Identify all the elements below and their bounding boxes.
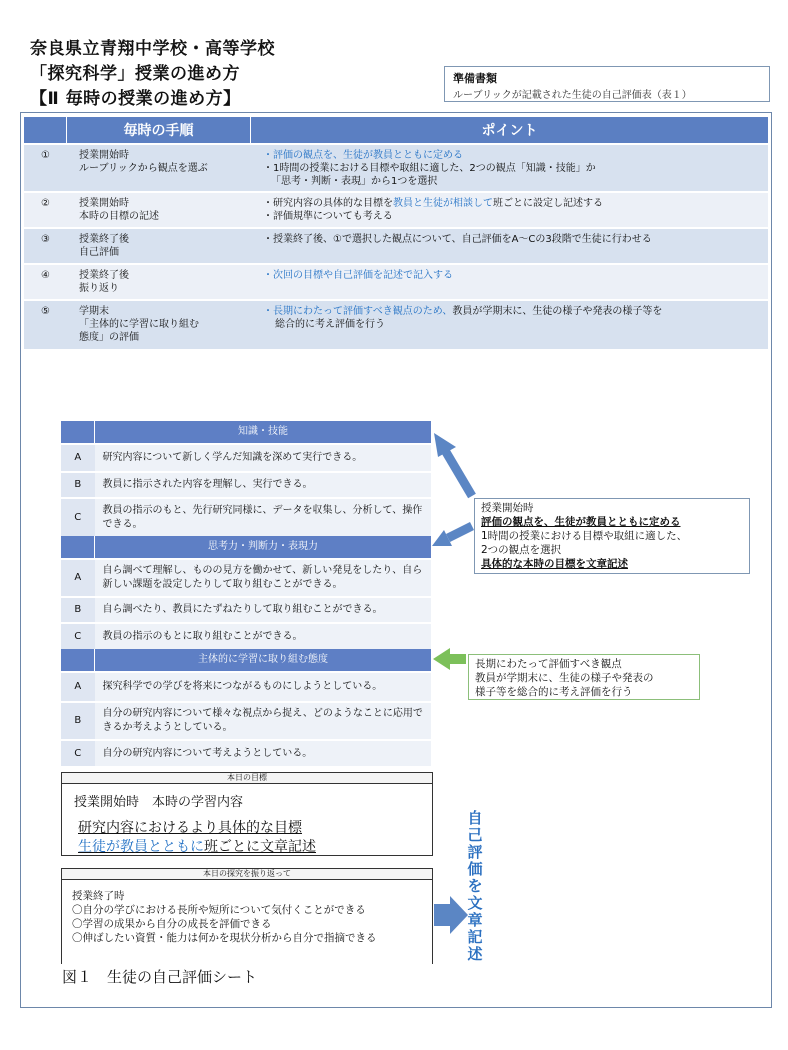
note-line: 教員が学期末に、生徒の様子や発表の — [475, 672, 654, 684]
rubric-text: 研究内容について新しく学んだ知識を深めて実行できる。 — [95, 444, 432, 472]
rubric-level: B — [61, 472, 95, 498]
rubric-section-title: 思考力・判断力・表現力 — [95, 536, 432, 559]
point-line: ・評価規準についても考える — [263, 211, 393, 222]
note-long-term — [468, 654, 700, 700]
step-number: ④ — [24, 263, 67, 299]
blue-right-arrow — [434, 896, 468, 934]
doc-title: 「探究科学」授業の進め方 — [30, 64, 240, 84]
review-panel-header: 本日の探究を振り返って — [62, 869, 432, 880]
header-steps: 毎時の手順 — [67, 117, 251, 143]
goal-line: 研究内容におけるより具体的な目標 — [78, 820, 302, 836]
step-line: 「主体的に学習に取り組む — [79, 319, 199, 330]
point-line: ・1時間の授業における目標や取組に適した、2つの観点「知識・技能」か — [263, 163, 596, 174]
note-line: 授業開始時 — [481, 502, 534, 514]
point-line: ・次回の目標や自己評価を記述で記入する — [263, 270, 453, 281]
point-text: 班ごとに設定し記述する — [493, 198, 603, 209]
point-text: ・研究内容の具体的な目標を — [263, 198, 393, 209]
note-line: 長期にわたって評価すべき観点 — [475, 658, 622, 670]
rubric-text: 自分の研究内容について考えようとしている。 — [95, 740, 432, 766]
review-line: 〇伸ばしたい資質・能力は何かを現状分析から自分で指摘できる — [72, 932, 377, 944]
point-line: ・評価の観点を、生徒が教員とともに定める — [263, 150, 463, 161]
header-points: ポイント — [251, 117, 768, 143]
step-line: 自己評価 — [79, 247, 119, 258]
review-panel — [61, 868, 433, 964]
note-start-of-class — [474, 498, 750, 574]
step-line: 授業開始時 — [79, 150, 129, 161]
rubric-text: 教員の指示のもと、先行研究同様に、データを収集し、分析して、操作できる。 — [95, 498, 432, 536]
review-line: 〇学習の成果から自分の成長を評価できる — [72, 918, 272, 930]
goal-line: 授業開始時 本時の学習内容 — [74, 795, 244, 810]
rubric-level: B — [61, 597, 95, 623]
school-name: 奈良県立青翔中学校・高等学校 — [30, 39, 275, 59]
green-left-arrow — [433, 648, 466, 670]
step-line: ルーブリックから観点を選ぶ — [79, 163, 208, 174]
step-line: 態度」の評価 — [79, 332, 139, 343]
step-number: ② — [24, 191, 67, 227]
rubric-level: A — [61, 444, 95, 472]
step-line: 学期末 — [79, 306, 109, 317]
rubric-text: 自ら調べて理解し、ものの見方を働かせて、新しい発見をしたり、自ら新しい課題を設定したりして取り組むことができる。 — [95, 559, 432, 597]
step-line: 授業開始時 — [79, 198, 129, 209]
blue-down-arrow — [432, 526, 472, 546]
note-line: 2つの観点を選択 — [481, 544, 562, 556]
blue-up-arrow — [434, 433, 472, 496]
rubric-section-title: 知識・技能 — [95, 421, 432, 444]
point-line: 総合的に考え評価を行う — [275, 319, 385, 330]
vertical-label: 自 己 評 価 を 文 章 記 述 — [467, 809, 483, 963]
step-number: ⑤ — [24, 299, 67, 349]
rubric-text: 探究科学での学びを将来につながるものにしようとしている。 — [95, 672, 432, 702]
rubric-text: 自ら調べたり、教員にたずねたりして取り組むことができる。 — [95, 597, 432, 623]
prep-title: 準備書類 — [453, 72, 497, 85]
note-line: 様子等を総合的に考え評価を行う — [475, 686, 633, 698]
note-line: 具体的な本時の目標を文章記述 — [481, 558, 628, 570]
step-line: 授業終了後 — [79, 270, 129, 281]
review-line: 〇自分の学びにおける長所や短所について気付くことができる — [72, 904, 366, 916]
section-title: 【Ⅱ 毎時の授業の進め方】 — [30, 89, 241, 109]
rubric-text: 教員に指示された内容を理解し、実行できる。 — [95, 472, 432, 498]
point-line: ・授業終了後、①で選択した観点について、自己評価をA～Cの3段階で生徒に行わせる — [263, 234, 652, 245]
rubric-level: A — [61, 672, 95, 702]
step-line: 授業終了後 — [79, 234, 129, 245]
rubric-section-title: 主体的に学習に取り組む態度 — [95, 649, 432, 672]
point-text: 教員が学期末に、生徒の様子や発表の様子等を — [452, 306, 663, 317]
goal-text: 班ごとに文章記述 — [204, 839, 316, 855]
step-number: ① — [24, 143, 67, 191]
note-line: 評価の観点を、生徒が教員とともに定める — [481, 516, 681, 528]
note-line: 1時間の授業における目標や取組に適した、 — [481, 530, 688, 542]
point-line: 「思考・判断・表現」から1つを選択 — [271, 176, 438, 187]
rubric-level: C — [61, 740, 95, 766]
review-line: 授業終了時 — [72, 890, 125, 902]
rubric-text: 自分の研究内容について様々な視点から捉え、どのようなことに応用できるか考えようとしている。 — [95, 702, 432, 740]
step-number: ③ — [24, 227, 67, 263]
rubric-level: C — [61, 498, 95, 536]
rubric-text: 教員の指示のもとに取り組むことができる。 — [95, 623, 432, 649]
point-highlight: 教員と生徒が相談して — [393, 198, 493, 209]
review-lines — [72, 889, 377, 945]
prep-text: ルーブリックが記載された生徒の自己評価表（表１） — [453, 90, 692, 101]
rubric-level: C — [61, 623, 95, 649]
step-line: 本時の目標の記述 — [79, 211, 159, 222]
goal-highlight: 生徒が教員とともに — [78, 839, 204, 855]
rubric-level: B — [61, 702, 95, 740]
step-line: 振り返り — [79, 283, 119, 294]
figure-caption: 図１ 生徒の自己評価シート — [62, 968, 258, 986]
rubric-level: A — [61, 559, 95, 597]
goal-line — [78, 836, 316, 856]
goal-panel — [61, 772, 433, 856]
goal-panel-header: 本日の目標 — [62, 773, 432, 784]
point-highlight: ・長期にわたって評価すべき観点のため、 — [263, 306, 453, 317]
